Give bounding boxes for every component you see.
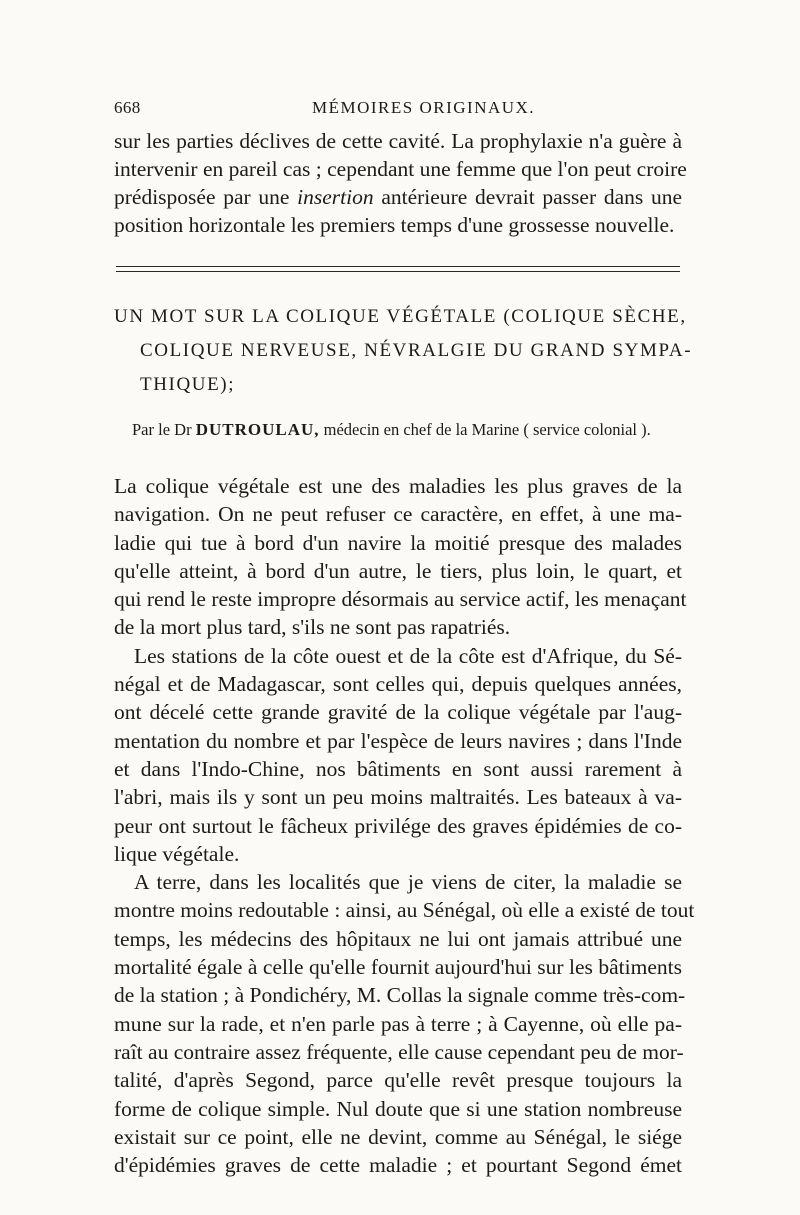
text-line: montre moins redoutable : ainsi, au Sénégal, où elle a existé de tout <box>114 898 695 923</box>
text-line: mortalité égale à celle qu'elle fournit aujourd'hui sur les bâtiments <box>114 955 682 980</box>
author-name: DUTROULAU, <box>195 420 320 439</box>
text-line: ont décelé cette grande gravité de la colique végétale par l'aug- <box>114 700 682 725</box>
text-line: existait sur ce point, elle ne devint, comme au Sénégal, le siége <box>114 1124 682 1149</box>
running-head <box>114 98 682 122</box>
text-line: sur les parties déclives de cette cavité. La prophylaxie n'a guère à <box>114 129 682 153</box>
text-line: raît au contraire assez fréquente, elle cause cependant peu de mor- <box>114 1039 684 1064</box>
text-line: forme de colique simple. Nul doute que si une station nombreuse <box>114 1096 682 1121</box>
section-rule <box>116 271 680 272</box>
text-fragment: prédisposée par une <box>114 185 290 209</box>
text-line: A terre, dans les localités que je viens de citer, la maladie se <box>134 870 682 895</box>
text-line: d'épidémies graves de cette maladie ; et pourtant Segond émet <box>114 1153 682 1178</box>
text-line: temps, les médecins des hôpitaux ne lui ont jamais attribué une <box>114 926 682 951</box>
section-rule <box>116 266 680 267</box>
text-line: lique végétale. <box>114 841 240 866</box>
text-line: position horizontale les premiers temps d'une grossesse nouvelle. <box>114 213 675 237</box>
text-line: navigation. On ne peut refuser ce caractère, en effet, à une ma- <box>114 502 682 527</box>
intro-paragraph <box>114 127 687 239</box>
text-line: de la station ; à Pondichéry, M. Collas la signale comme très-com- <box>114 983 686 1008</box>
text-line: Les stations de la côte ouest et de la côte est d'Afrique, du Sé- <box>134 643 682 668</box>
text-line: négal et de Madagascar, sont celles qui, depuis quelques années, <box>114 672 682 697</box>
text-line: et dans l'Indo-Chine, nos bâtiments en sont aussi rarement à <box>114 756 682 781</box>
byline <box>132 420 692 440</box>
text-line <box>114 183 682 211</box>
text-line: l'abri, mais ils y sont un peu moins maltraités. Les bateaux à va- <box>114 785 682 810</box>
italic-word: insertion <box>297 185 374 209</box>
running-title: MÉMOIRES ORIGINAUX. <box>312 98 536 117</box>
text-line: intervenir en pareil cas ; cependant une femme que l'on peut croire <box>114 157 687 181</box>
article-title <box>114 300 693 402</box>
text-line: mentation du nombre et par l'espèce de leurs navires ; dans l'Inde <box>114 728 682 753</box>
text-fragment: antérieure devrait passer dans une <box>381 185 683 209</box>
title-line: UN MOT SUR LA COLIQUE VÉGÉTALE (COLIQUE SÈCHE, <box>114 306 687 327</box>
article-body <box>114 472 695 1179</box>
page-number: 668 <box>114 98 141 117</box>
text-line: talité, d'après Segond, parce qu'elle revêt presque toujours la <box>114 1068 682 1093</box>
text-line: La colique végétale est une des maladies les plus graves de la <box>114 474 682 498</box>
byline-prefix: Par le Dr <box>132 420 192 439</box>
text-line: ladie qui tue à bord d'un navire la moitié presque des malades <box>114 530 682 555</box>
text-line: peur ont surtout le fâcheux privilége des graves épidémies de co- <box>114 813 682 838</box>
text-line: mune sur la rade, et n'en parle pas à terre ; à Cayenne, où elle pa- <box>114 1011 682 1036</box>
byline-affiliation: médecin en chef de la Marine ( service colonial ). <box>323 420 651 439</box>
title-line: COLIQUE NERVEUSE, NÉVRALGIE DU GRAND SYMPA- <box>140 340 693 361</box>
text-line: qu'elle atteint, à bord d'un autre, le tiers, plus loin, le quart, et <box>114 558 682 583</box>
text-line: de la mort plus tard, s'ils ne sont pas rapatriés. <box>114 615 511 640</box>
text-line: qui rend le reste impropre désormais au service actif, les menaçant <box>114 587 687 612</box>
title-line: THIQUE); <box>140 374 236 395</box>
